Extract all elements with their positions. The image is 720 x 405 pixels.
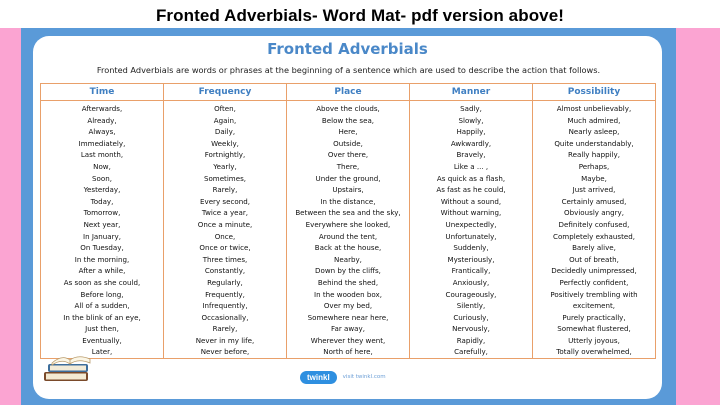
adverbial-item: Courageously,: [445, 289, 497, 299]
adverbial-item: Over there,: [327, 150, 369, 160]
adverbial-item: North of here,: [323, 347, 373, 357]
adverbial-item: Today,: [90, 196, 114, 206]
adverbial-item: Obviously angry,: [564, 208, 624, 218]
adverbial-item: Soon,: [92, 173, 112, 183]
adverbials-table: [40, 83, 656, 359]
adverbial-item: Later,: [91, 347, 113, 357]
adverbial-item: Never in my life,: [195, 335, 255, 345]
adverbial-item: Often,: [214, 104, 236, 113]
column-frequency: [164, 101, 287, 359]
adverbial-item: Between the sea and the sky,: [295, 208, 401, 218]
adverbial-item: Under the ground,: [315, 173, 381, 183]
adverbial-item: Just then,: [85, 324, 119, 334]
adverbial-item: Out of breath,: [569, 254, 619, 264]
adverbial-item: On Tuesday,: [80, 243, 124, 253]
adverbial-item: As fast as he could,: [436, 185, 506, 195]
adverbial-item: Curiously,: [453, 312, 489, 322]
visit-link: visit twinkl.com: [342, 374, 386, 380]
adverbial-item: Anxiously,: [452, 277, 490, 287]
column-header-place: Place: [287, 84, 410, 101]
adverbial-item: There,: [336, 161, 360, 171]
adverbial-item: In January,: [83, 231, 121, 241]
pink-border-right: [676, 28, 720, 405]
adverbial-item: Rarely,: [212, 185, 238, 195]
twinkl-logo: twinkl: [300, 371, 337, 384]
adverbial-item: Always,: [88, 127, 116, 137]
adverbial-item: Once,: [214, 231, 236, 241]
column-time: [41, 101, 164, 359]
adverbial-item: As quick as a flash,: [436, 173, 506, 183]
adverbial-item: Suddenly,: [453, 243, 489, 253]
adverbial-item: Once or twice,: [199, 243, 251, 253]
adverbial-item: Three times,: [202, 254, 248, 264]
adverbial-item: Above the clouds,: [316, 104, 380, 113]
column-possibility: [533, 101, 656, 359]
adverbial-item: Without warning,: [440, 208, 502, 218]
adverbial-item: Constantly,: [204, 266, 246, 276]
adverbial-item: In the distance,: [320, 196, 376, 206]
adverbial-item: Almost unbelievably,: [556, 104, 632, 113]
adverbial-item: Much admired,: [567, 115, 621, 125]
adverbial-item: All of a sudden,: [74, 301, 130, 311]
adverbial-item: Yesterday,: [83, 185, 121, 195]
adverbial-item: Happily,: [456, 127, 486, 137]
adverbial-item: After a while,: [78, 266, 126, 276]
adverbial-item: Somewhere near here,: [307, 312, 389, 322]
adverbial-item: Before long,: [80, 289, 124, 299]
column-header-time: Time: [41, 84, 164, 101]
adverbial-item: Everywhere she looked,: [305, 219, 391, 229]
adverbial-item: Wherever they went,: [310, 335, 386, 345]
adverbial-item: Frequently,: [205, 289, 245, 299]
column-header-manner: Manner: [410, 84, 533, 101]
adverbial-item: Barely alive,: [572, 243, 616, 253]
adverbial-item: Without a sound,: [440, 196, 502, 206]
adverbial-item: Occasionally,: [201, 312, 249, 322]
adverbial-item: Maybe,: [581, 173, 607, 183]
adverbial-item: Definitely confused,: [558, 219, 630, 229]
adverbial-item: Frantically,: [451, 266, 491, 276]
adverbial-item: Totally overwhelmed,: [556, 347, 632, 357]
adverbial-item: Outside,: [333, 138, 363, 148]
adverbial-item: Sadly,: [460, 104, 482, 113]
word-mat-card: [33, 36, 662, 399]
adverbial-item: Unexpectedly,: [445, 219, 497, 229]
adverbial-item: Awkwardly,: [450, 138, 492, 148]
adverbial-item: Decidedly unimpressed,: [551, 266, 637, 276]
adverbial-item: Purely practically,: [562, 312, 626, 322]
adverbial-item: Again,: [213, 115, 237, 125]
adverbial-item: Far away,: [331, 324, 365, 334]
adverbial-item: Around the tent,: [318, 231, 378, 241]
adverbial-item: Never before,: [200, 347, 250, 357]
adverbial-item: Below the sea,: [321, 115, 375, 125]
adverbial-item: Once a minute,: [197, 219, 253, 229]
adverbial-item: Next year,: [83, 219, 121, 229]
adverbial-item: excitement,: [572, 301, 616, 311]
adverbial-item: Tomorrow,: [83, 208, 121, 218]
adverbial-item: Back at the house,: [314, 243, 382, 253]
adverbial-item: In the morning,: [74, 254, 130, 264]
column-manner: [410, 101, 533, 359]
adverbial-item: Behind the shed,: [317, 277, 379, 287]
adverbial-item: Already,: [87, 115, 117, 125]
adverbial-item: Slowly,: [458, 115, 484, 125]
adverbial-item: Perfectly confident,: [559, 277, 629, 287]
adverbial-item: As soon as she could,: [63, 277, 141, 287]
adverbial-item: Like a ... ,: [453, 161, 489, 171]
adverbial-item: Every second,: [200, 196, 250, 206]
adverbial-item: Certainly amused,: [561, 196, 627, 206]
adverbial-item: Afterwards,: [81, 104, 123, 113]
adverbial-item: Yearly,: [213, 161, 237, 171]
adverbial-item: Somewhat flustered,: [557, 324, 631, 334]
adverbial-item: Nearly asleep,: [568, 127, 620, 137]
mat-title: Fronted Adverbials: [267, 40, 428, 58]
mat-description: Fronted Adverbials are words or phrases at the beginning of a sentence which are used to describe the action that follows.: [96, 65, 601, 75]
adverbial-item: Twice a year,: [201, 208, 249, 218]
adverbial-item: Rarely,: [212, 324, 238, 334]
adverbial-item: Here,: [338, 127, 358, 137]
adverbial-item: In the blink of an eye,: [63, 312, 141, 322]
adverbial-item: Now,: [93, 161, 111, 171]
adverbial-item: Bravely,: [456, 150, 486, 160]
stack-of-books-icon: [40, 346, 98, 384]
adverbial-item: Silently,: [456, 301, 486, 311]
adverbial-item: Over my bed,: [323, 301, 373, 311]
adverbial-item: Mysteriously,: [447, 254, 495, 264]
adverbial-item: Weekly,: [211, 138, 239, 148]
adverbial-item: Daily,: [214, 127, 236, 137]
adverbial-item: Rapidly,: [456, 335, 486, 345]
adverbial-item: In the wooden box,: [314, 289, 382, 299]
column-place: [287, 101, 410, 359]
adverbial-item: Immediately,: [78, 138, 126, 148]
adverbial-item: Sometimes,: [203, 173, 247, 183]
adverbial-item: Down by the cliffs,: [315, 266, 381, 276]
adverbial-item: Just arrived,: [572, 185, 616, 195]
adverbial-item: Infrequently,: [202, 301, 248, 311]
adverbial-item: Eventually,: [82, 335, 122, 345]
pink-border-left: [0, 28, 21, 405]
column-header-frequency: Frequency: [164, 84, 287, 101]
adverbial-item: Nervously,: [452, 324, 490, 334]
adverbial-item: Utterly joyous,: [568, 335, 620, 345]
adverbial-item: Perhaps,: [578, 161, 610, 171]
adverbial-item: Fortnightly,: [204, 150, 246, 160]
adverbial-item: Quite understandably,: [554, 138, 634, 148]
adverbial-item: Carefully,: [454, 347, 488, 357]
column-header-possibility: Possibility: [533, 84, 656, 101]
adverbial-item: Regularly,: [207, 277, 243, 287]
adverbial-item: Nearby,: [334, 254, 362, 264]
adverbial-item: Unfortunately,: [445, 231, 497, 241]
adverbial-item: Positively trembling with: [550, 289, 638, 299]
slide-title: Fronted Adverbials- Word Mat- pdf version above!: [155, 6, 565, 25]
adverbial-item: Last month,: [80, 150, 124, 160]
adverbial-item: Upstairs,: [332, 185, 364, 195]
adverbial-item: Completely exhausted,: [553, 231, 635, 241]
footer-branding: [300, 369, 386, 385]
adverbial-item: Really happily,: [568, 150, 620, 160]
